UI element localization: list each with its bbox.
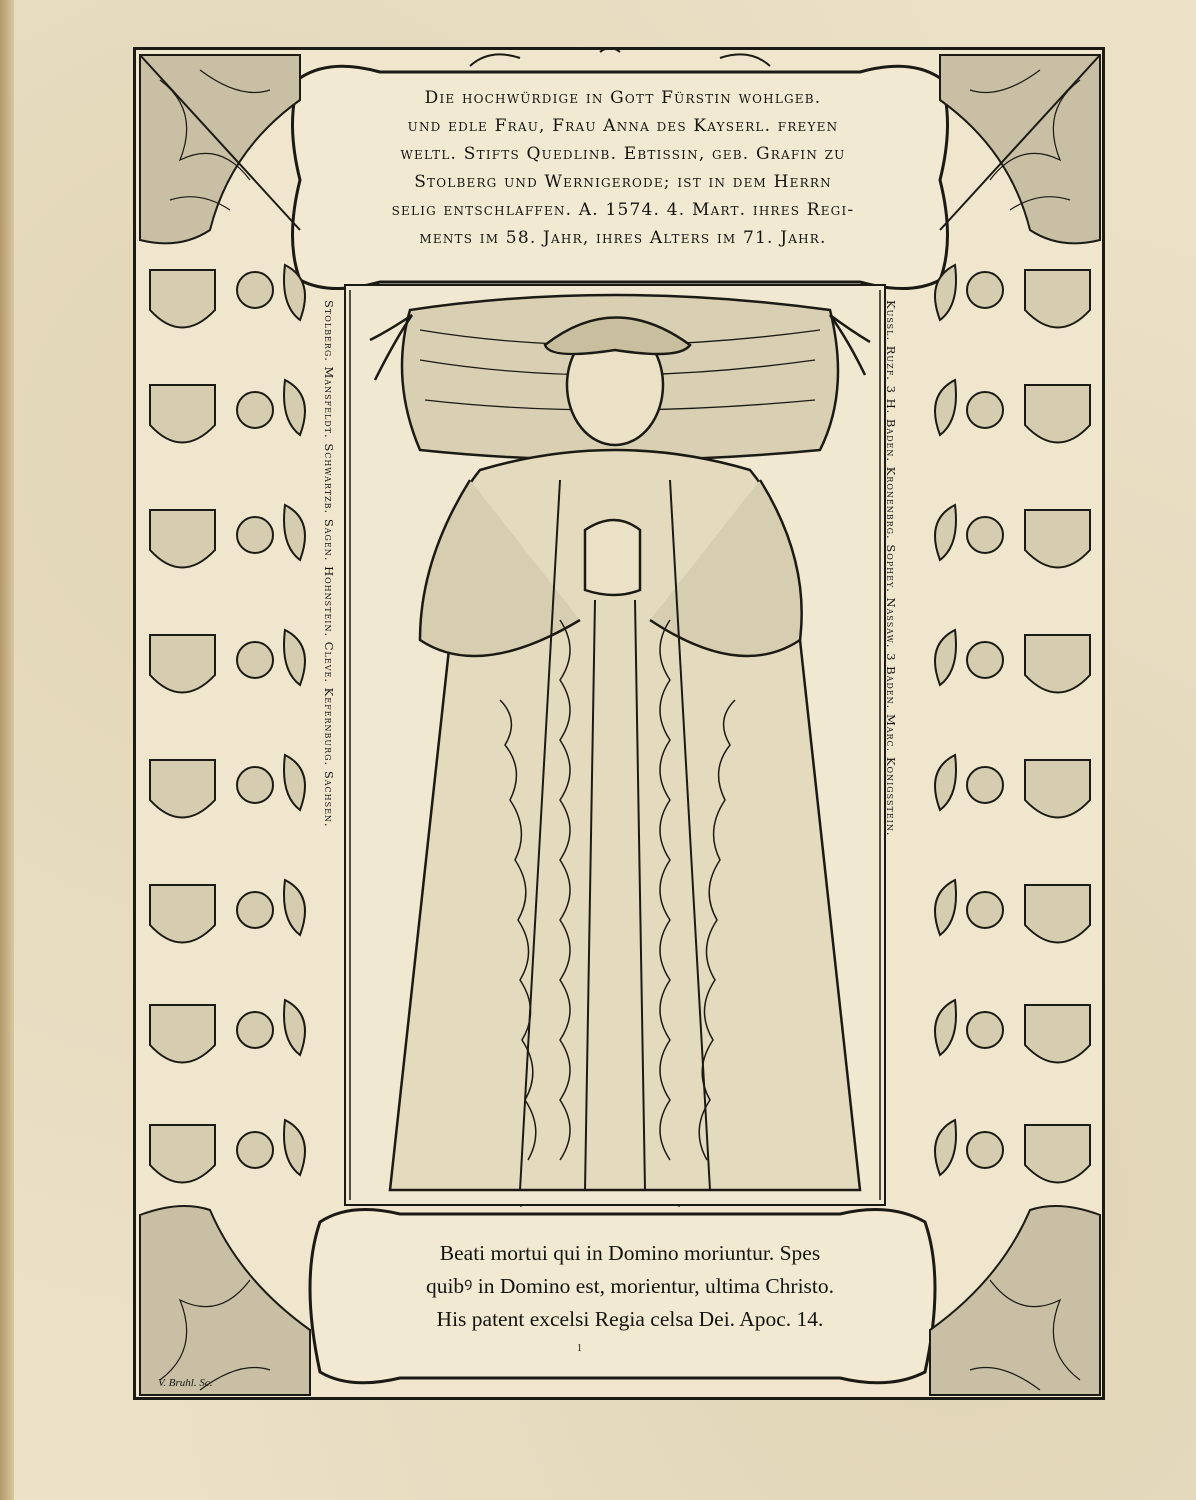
- inscription-line: ments im 58. Jahr, ihres Alters im 71. Jahr.: [419, 228, 827, 248]
- inscription-line: Die hochwürdige in Gott Fürstin wohlgeb.: [424, 88, 822, 108]
- motto-line: Beati mortui qui in Domino moriuntur. Spes: [439, 1241, 821, 1265]
- motto-line: quibꝰ in Domino est, morientur, ultima Christo.: [425, 1274, 835, 1298]
- coat-of-arms: [935, 265, 1090, 328]
- right-family-names: Kussl. Ruzf. 3 H. Baden. Kronenbrg. Sophey. Nassaw. 3 Baden. Marc. Konigsstein.: [884, 300, 898, 837]
- inscription-line: und edle Frau, Frau Anna des Kayserl. freyen: [407, 116, 839, 136]
- coat-of-arms: [935, 1000, 1090, 1063]
- coat-of-arms: [150, 1000, 305, 1063]
- right-coats-of-arms: [935, 265, 1090, 1183]
- left-family-names: Stolberg. Mansfeldt. Schwartzb. Sagen. Hohnstein. Cleve. Kefernburg. Sachsen.: [322, 300, 336, 828]
- coat-of-arms: [150, 755, 305, 818]
- inscription-line: weltl. Stifts Quedlinb. Ebtissin, geb. Grafin zu: [400, 144, 846, 164]
- coat-of-arms: [935, 880, 1090, 943]
- inscription-line: selig entschlaffen. A. 1574. 4. Mart. ihres Regi-: [391, 200, 855, 220]
- coat-of-arms: [150, 630, 305, 693]
- coat-of-arms: [935, 755, 1090, 818]
- page-mark: 1: [577, 1343, 582, 1354]
- coat-of-arms: [150, 505, 305, 568]
- coat-of-arms: [150, 380, 305, 443]
- left-coats-of-arms: [150, 265, 305, 1183]
- engraver-signature: V. Bruhl. Sc.: [158, 1377, 213, 1389]
- inscription-line: Stolberg und Wernigerode; ist in dem Herrn: [414, 172, 832, 192]
- coat-of-arms: [935, 505, 1090, 568]
- coat-of-arms: [150, 1120, 305, 1183]
- coat-of-arms: [150, 880, 305, 943]
- motto-text: [340, 1237, 920, 1357]
- coat-of-arms: [935, 1120, 1090, 1183]
- coat-of-arms: [150, 265, 305, 328]
- coat-of-arms: [935, 630, 1090, 693]
- effigy-figure: [370, 295, 870, 1190]
- hands: [585, 520, 640, 595]
- coat-of-arms: [935, 380, 1090, 443]
- inscription-text: [318, 84, 928, 274]
- motto-line: His patent excelsi Regia celsa Dei. Apoc. 14.: [436, 1307, 824, 1331]
